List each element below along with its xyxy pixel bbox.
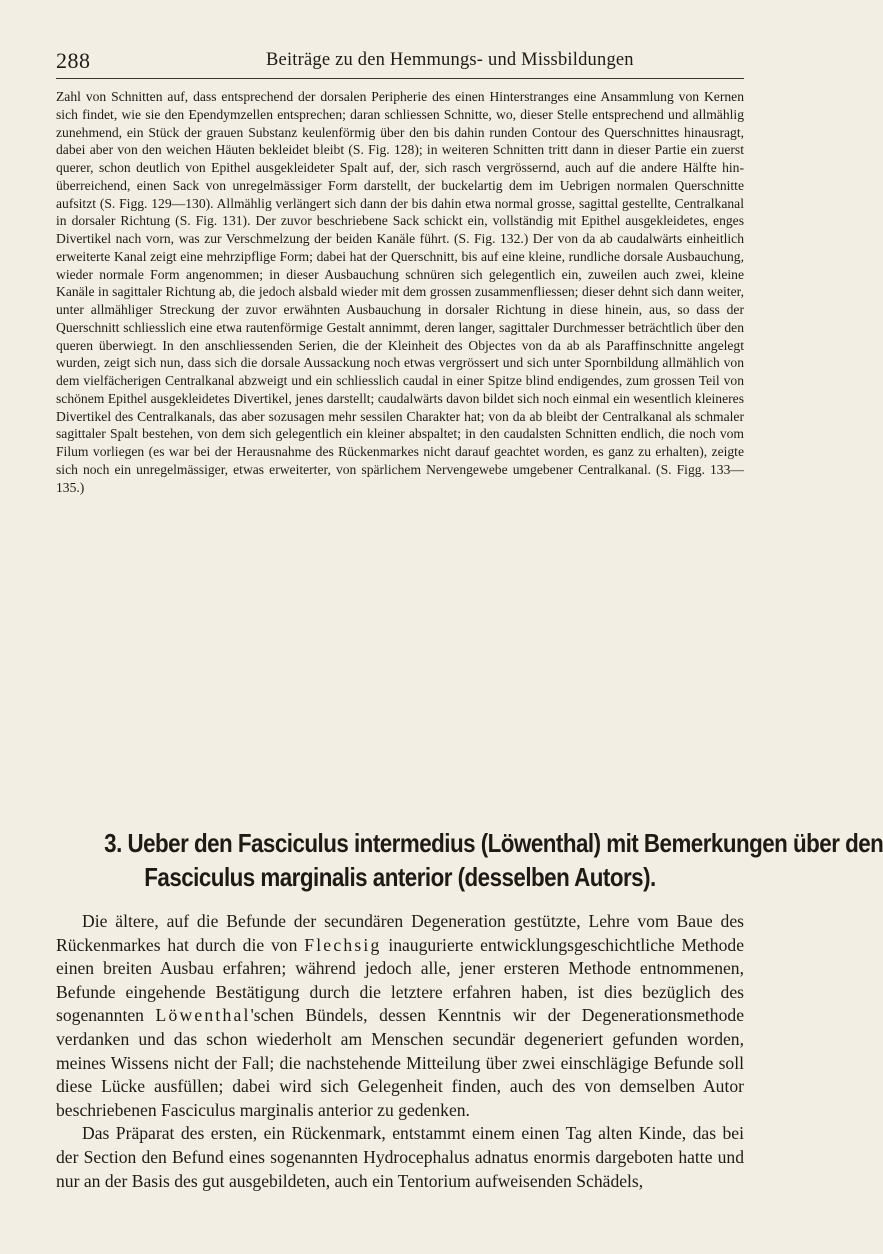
section-heading-line-2: Fasciculus marginalis anterior (desselben Autors).	[144, 862, 656, 892]
main-paragraph-1	[56, 910, 744, 1122]
paragraph-1-text-b: inaugurierte entwicklungsgeschichtliche Methode einen breiten Ausbau erfahren; während jedoch alle, jener ersteren Methode entnommenen, Befunde eingehende Bestätigung durch die letztere erfahren haben, ist dies bezüglich des sogenannten	[56, 934, 744, 1026]
running-title: Beiträge zu den Hemmungs- und Missbildungen	[266, 50, 634, 70]
main-paragraph-2: Das Präparat des ersten, ein Rückenmark, entstammt einem einen Tag alten Kinde, das bei der Section den Befund eines sogenannten Hydrocephalus adnatus enormis dargeboten hatte und nur an der Basis des gut ausgebildeten, auch ein Tentorium aufweisenden Schädels,	[56, 1123, 744, 1191]
author-name-flechsig: Flechsig	[304, 934, 382, 955]
page-number: 288	[56, 48, 91, 73]
author-name-loewenthal: Löwenthal	[155, 1005, 251, 1026]
paragraph-1-text-a: Die ältere, auf die Befunde der secundären Degeneration gestützte, Lehre vom Baue des Rückenmarkes hat durch die von	[56, 911, 744, 955]
main-text	[56, 910, 744, 1193]
section-heading-line-1: 3. Ueber den Fasciculus intermedius (Löwenthal) mit Bemerkungen über den	[104, 828, 883, 858]
small-print-section	[56, 88, 744, 496]
small-print-paragraph: Zahl von Schnitten auf, dass entsprechend der dorsalen Peripherie des einen Hinterstranges eine Ansammlung von Kernen sich findet, wie sie den Ependymzellen entsprechen; daran schliessen Schnitte, wo, dieser Stelle entsprechend und allmählig zunehmend, ein Stück der grauen Substanz keulenförmig über den bis dahin runden Contour des Querschnittes hinausragt, dabei aber von den weichen Häuten bekleidet bleibt (S. Fig. 128); in weiteren Schnitten tritt dann in dieser Partie ein zuerst querer, schon deutlich von Epithel ausgekleideter Spalt auf, der, sich rasch vergrössernd, auch auf die andere Hälfte hinüberreichend, einen Sack von unregelmässiger Form darstellt, der buckelartig dem im Uebrigen normalen Querschnitte aufsitzt (S. Figg. 129—130). Allmählig verlängert sich dann der bis dahin etwa normal grosse, sagittal gestellte, Centralkanal in dorsaler Richtung (S. Fig. 131). Der zuvor beschriebene Sack schickt ein, vollständig mit Epithel ausgekleidetes, enges Divertikel nach vorn, was zur Verschmelzung der beiden Kanäle führt. (S. Fig. 132.) Der von da ab caudalwärts einheitlich erweiterte Kanal zeigt eine mehrzipflige Form; dabei hat der Querschnitt, bis auf eine kleine, rundliche dorsale Ausbauchung, wieder normale Form angenommen; in dieser Ausbauchung schnüren sich gelegentlich ein, zuweilen auch zwei, kleine Kanäle in sagittaler Richtung ab, die jedoch alsbald wieder mit dem grossen zusammenfliessen; dieser dehnt sich dann weiter, unter allmähliger Streckung der zuvor erwähnten Ausbauchung in dorsaler Richtung in diese hinein, aus, so dass der Querschnitt schliesslich eine etwa rautenförmige Gestalt annimmt, deren langer, sagittaler Durchmesser beträchtlich über den queren überwiegt. In den anschliessenden Serien, die der Kleinheit des Objectes von da ab als Paraffinschnitte angelegt wurden, zeigt sich nun, dass sich die dorsale Aussackung noch etwas vergrössert und sich unter Spornbildung allmählich von dem vielfächerigen Centralkanal abzweigt und ein schliesslich caudal in einer Spitze blind endigendes, zum grossen Teil von schönem Epithel ausgekleidetes Divertikel, jenes darstellt; caudalwärts davon bildet sich noch einmal ein wesentlich kleineres Divertikel des Centralkanals, das aber sozusagen mehr sessilen Charakter hat; von da ab bleibt der Centralkanal als schmaler sagittaler Spalt bestehen, von dem sich gelegentlich ein kleiner abspaltet; in den caudalsten Schnitten endlich, die noch vom Filum vorliegen (es war bei der Herausnahme des Rückenmarkes nicht darauf geachtet worden, es ganz zu erhalten), zeigte sich noch ein unregelmässiger, etwas erweiterter, von spärlichem Nervengewebe umgebener Centralkanal. (S. Figg. 133—135.)	[56, 89, 744, 495]
paragraph-1-text-c: 'schen Bündels, dessen Kenntnis wir der Degenerationsmethode verdanken und das schon wiederholt am Menschen secundär degeneriert gefunden worden, meines Wissens nicht der Fall; die nachstehende Mitteilung über zwei einschlägige Befunde soll diese Lücke ausfüllen; dabei wird sich Gelegenheit finden, auch des von demselben Autor beschriebenen Fasciculus marginalis anterior zu gedenken.	[56, 1005, 745, 1120]
running-header	[56, 44, 744, 79]
section-heading	[104, 826, 883, 894]
